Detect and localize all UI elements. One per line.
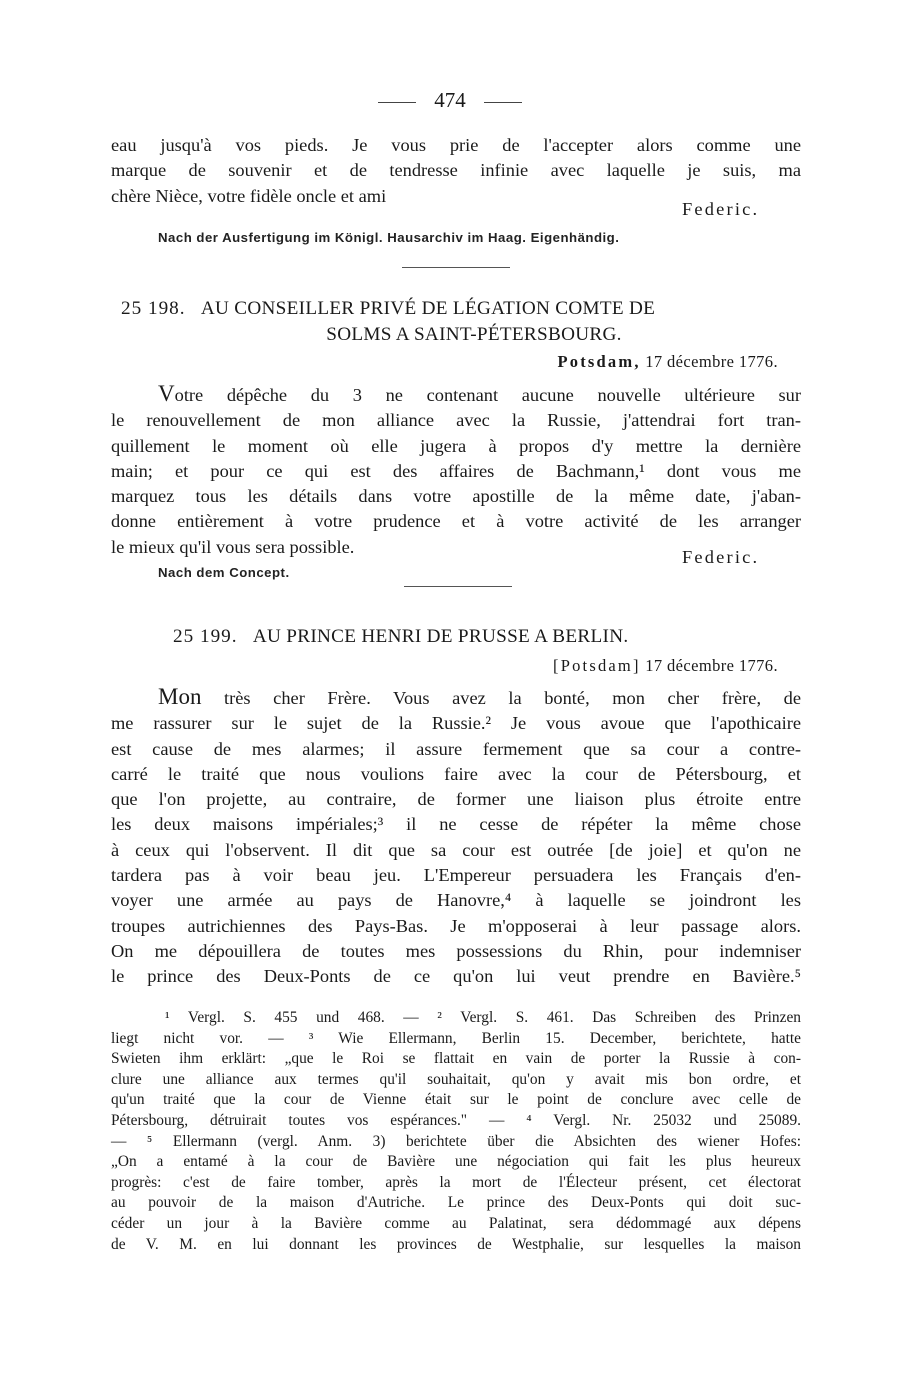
initial-letter: V (158, 381, 175, 406)
page-number-dash-right (484, 102, 522, 103)
footnote-line: céder un jour à la Bavière comme au Palatinat, sera dédommagé aux dépens (111, 1214, 801, 1232)
text-line: les deux maisons impériales;³ il ne cesse de répéter la même chose (111, 814, 801, 835)
text-line (111, 684, 801, 711)
letter-date-25199 (553, 656, 778, 676)
text-line: le renouvellement de mon alliance avec la Russie, j'attendrai fort tran- (111, 410, 801, 431)
footnote-line: „On a entamé à la cour de Bavière une négociation qui fait les plus heureux (111, 1153, 801, 1171)
date-text: 17 décembre 1776. (645, 656, 778, 675)
text-line: marque de souvenir et de tendresse infinie avec laquelle je suis, ma (111, 160, 801, 181)
previous-letter-closing (111, 133, 801, 209)
letter-number: 25 199. (173, 626, 238, 647)
page-number (0, 88, 900, 113)
footnote-line: qu'un traité que la cour de Vienne était sur le point de conclure avec celle de (111, 1091, 801, 1109)
letter-body-25199 (111, 684, 801, 990)
text-line: est cause de mes alarmes; il assure fermement que sa cour a contre- (111, 738, 801, 759)
heading-line: AU PRINCE HENRI DE PRUSSE A BERLIN. (252, 626, 629, 647)
footnotes (111, 1008, 801, 1255)
footnote-line: progrès: c'est de faire tomber, après la mort de l'Électeur présent, cet électorat (111, 1173, 801, 1191)
text-line: me rassurer sur le sujet de la Russie.² Je vous avoue que l'apothicaire (111, 713, 801, 734)
letter-heading-25198 (111, 296, 801, 348)
section-divider (404, 586, 512, 587)
footnote-line: Pétersbourg, détruirait toutes vos espérances." — ⁴ Vergl. Nr. 25032 und 25089. (111, 1111, 801, 1129)
footnote-line: au pouvoir de la maison d'Autriche. Le prince des Deux-Ponts qui doit suc- (111, 1194, 801, 1212)
text-line: le mieux qu'il vous sera possible. (111, 536, 355, 557)
footnote-line: de V. M. en lui donnant les provinces de Westphalie, sur lesquelles la maison (111, 1235, 801, 1253)
text-line: quillement le moment où elle jugera à propos d'y mettre la dernière (111, 435, 801, 456)
text-line: donne entièrement à votre prudence et à votre activité de les arranger (111, 511, 801, 532)
source-note-previous: Nach der Ausfertigung im Königl. Hausarchiv im Haag. Eigenhändig. (158, 230, 620, 245)
text-line: troupes autrichiennes des Pays-Bas. Je m'opposerai à leur passage alors. (111, 915, 801, 936)
date-place: [Potsdam] (553, 656, 641, 675)
date-text: 17 décembre 1776. (645, 352, 778, 371)
initial-letter: Mon (158, 684, 202, 709)
text-line: chère Nièce, votre fidèle oncle et ami (111, 185, 387, 206)
signature-25198: Federic. (682, 547, 760, 567)
date-place: Potsdam, (557, 352, 641, 371)
page-number-dash-left (378, 102, 416, 103)
text-line: voyer une armée au pays de Hanovre,⁴ à laquelle se joindront les (111, 890, 801, 911)
text-line-content: otre dépêche du 3 ne contenant aucune nouvelle ultérieure sur (174, 385, 801, 405)
footnote-line: liegt nicht vor. — ³ Wie Ellermann, Berlin 15. December, berichtete, hatte (111, 1029, 801, 1047)
letter-date-25198 (558, 352, 779, 372)
text-line: le prince des Deux-Ponts de ce qu'on lui veut prendre en Bavière.⁵ (111, 966, 801, 987)
text-line-content: très cher Frère. Vous avez la bonté, mon cher frère, de (201, 688, 801, 708)
letter-heading-25199 (173, 624, 793, 650)
letter-body-25198 (111, 381, 801, 560)
footnote-line: Swieten ihm erklärt: „que le Roi se flattait en vain de porter la Russie à con- (111, 1050, 801, 1068)
text-line: tardera pas à voir beau jeu. L'Empereur persuadera les Français d'en- (111, 865, 801, 886)
footnote-line: clure une alliance aux termes qu'il souhaitait, qu'on y avait mis bon ordre, et (111, 1070, 801, 1088)
text-line: On me dépouillera de toutes mes possessions du Rhin, pour indemniser (111, 940, 801, 961)
heading-line: AU CONSEILLER PRIVÉ DE LÉGATION COMTE DE (200, 298, 656, 319)
text-line: carré le traité que nous voulions faire avec la cour de Pétersbourg, et (111, 763, 801, 784)
text-line: eau jusqu'à vos pieds. Je vous prie de l'accepter alors comme une (111, 135, 801, 155)
footnote-line: ¹ Vergl. S. 455 und 468. — ² Vergl. S. 461. Das Schreiben des Prinzen (165, 1009, 801, 1026)
text-line: à ceux qui l'observent. Il dit que sa cour est outrée [de joie] et qu'on ne (111, 839, 801, 860)
heading-line: SOLMS A SAINT-PÉTERSBOURG. (326, 324, 622, 345)
signature-previous: Federic. (682, 199, 760, 219)
text-line: main; et pour ce qui est des affaires de Bachmann,¹ dont vous me (111, 460, 801, 481)
text-line (111, 381, 801, 408)
page-number-text: 474 (434, 88, 466, 112)
text-line: marquez tous les détails dans votre apostille de la même date, j'aban- (111, 486, 801, 507)
source-note-25198: Nach dem Concept. (158, 565, 290, 580)
section-divider (402, 267, 510, 268)
letter-number: 25 198. (121, 298, 186, 319)
footnote-line: — ⁵ Ellermann (vergl. Anm. 3) berichtete über die Absichten des wiener Hofes: (111, 1132, 801, 1150)
text-line: que l'on projette, au contraire, de former une liaison plus étroite entre (111, 789, 801, 810)
